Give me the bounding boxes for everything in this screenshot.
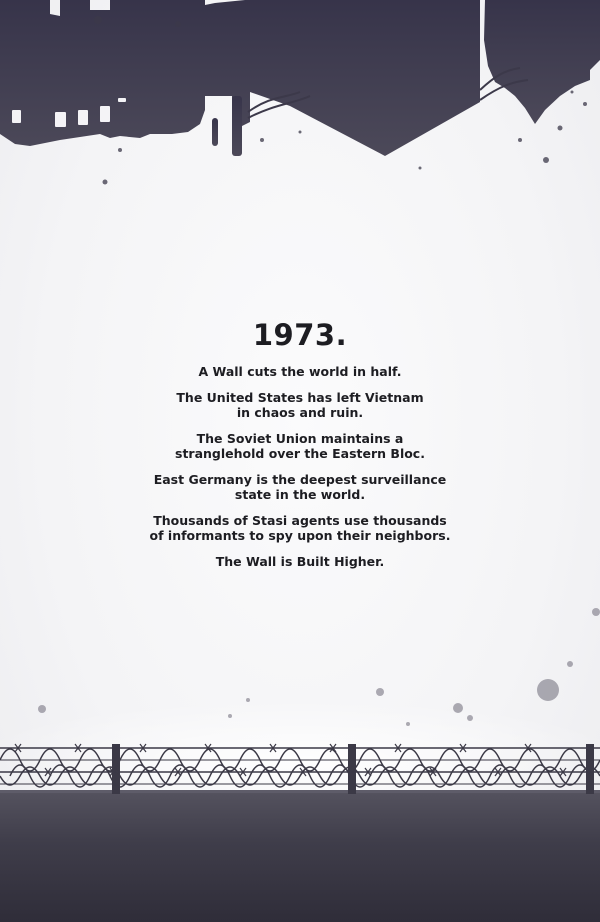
- text-line: in chaos and ruin.: [236, 405, 364, 420]
- year-heading: 1973.: [252, 318, 348, 352]
- paragraph-east-germany: [0, 472, 600, 502]
- wall: [0, 790, 600, 922]
- paragraph-soviet-union: [0, 431, 600, 461]
- paragraph-wall-cuts: [0, 364, 600, 379]
- text-line: The Soviet Union maintains a: [196, 431, 404, 446]
- text-line: A Wall cuts the world in half.: [198, 364, 402, 379]
- paragraph-wall-higher: [0, 554, 600, 569]
- text-line: of informants to spy upon their neighbors.: [149, 528, 451, 543]
- text-line: state in the world.: [234, 487, 366, 502]
- text-line: stranglehold over the Eastern Bloc.: [175, 446, 425, 461]
- intro-text: [0, 318, 600, 580]
- text-line: Thousands of Stasi agents use thousands: [153, 513, 447, 528]
- text-line: East Germany is the deepest surveillance: [153, 472, 447, 487]
- text-line: The Wall is Built Higher.: [215, 554, 385, 569]
- paragraph-united-states: [0, 390, 600, 420]
- text-line: The United States has left Vietnam: [176, 390, 424, 405]
- paragraph-stasi: [0, 513, 600, 543]
